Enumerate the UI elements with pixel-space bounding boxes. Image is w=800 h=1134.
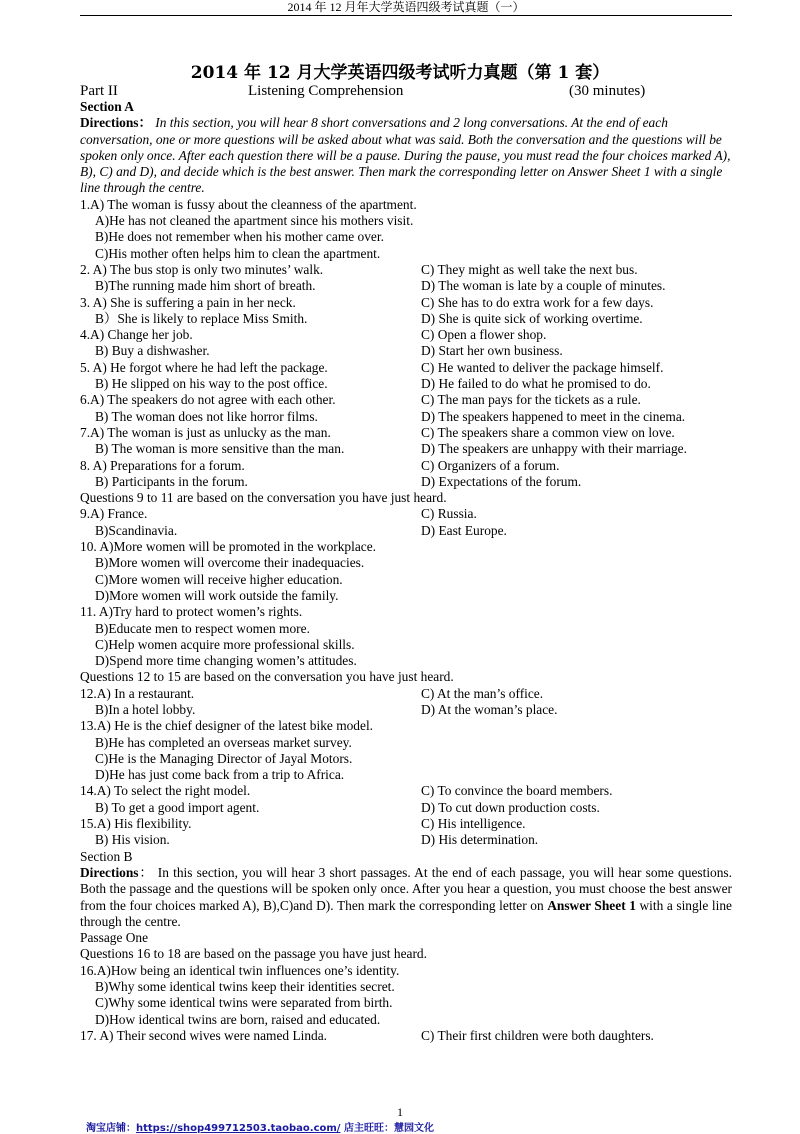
- question-line: [80, 555, 732, 571]
- choice-left: B)He does not remember when his mother came over.: [95, 229, 384, 245]
- question-line: [80, 409, 732, 425]
- question-line: [80, 572, 732, 588]
- part-time: (30 minutes): [569, 83, 646, 99]
- question-line: [80, 1028, 732, 1044]
- choice-left: 4.A) Change her job.: [80, 327, 193, 343]
- question-line: [80, 653, 732, 669]
- choice-right: C) At the man’s office.: [421, 685, 544, 701]
- choice-right: D) Expectations of the forum.: [421, 473, 582, 489]
- choice-left: B) His vision.: [95, 832, 170, 848]
- choice-left: A)He has not cleaned the apartment since his mothers visit.: [95, 213, 414, 229]
- choice-right: C) Open a flower shop.: [421, 327, 547, 343]
- choice-left: B)Scandinavia.: [95, 522, 178, 538]
- choice-left: 17. A) Their second wives were named Linda.: [80, 1027, 328, 1043]
- choice-left: C)He is the Managing Director of Jayal Motors.: [95, 750, 353, 766]
- question-line: [80, 1012, 732, 1028]
- question-line: [80, 458, 732, 474]
- choice-left: Questions 16 to 18 are based on the passage you have just heard.: [80, 946, 427, 962]
- choice-left: B)The running made him short of breath.: [95, 278, 316, 294]
- choice-right: C) Organizers of a forum.: [421, 457, 560, 473]
- question-line: [80, 995, 732, 1011]
- question-line: [80, 523, 732, 539]
- question-line: [80, 702, 732, 718]
- choice-right: C) They might as well take the next bus.: [421, 261, 638, 277]
- choice-left: C)His mother often helps him to clean the apartment.: [95, 245, 381, 261]
- question-line: [80, 930, 732, 946]
- question-line: [80, 832, 732, 848]
- choice-left: 1.A) The woman is fussy about the cleanness of the apartment.: [80, 196, 417, 212]
- question-line: [80, 718, 732, 734]
- choice-right: D) His determination.: [421, 832, 539, 848]
- choice-left: 10. A)More women will be promoted in the workplace.: [80, 539, 377, 555]
- question-line: [80, 229, 732, 245]
- choice-right: D) She is quite sick of working overtime.: [421, 310, 643, 326]
- question-line: [80, 311, 732, 327]
- choice-right: D) At the woman’s place.: [421, 701, 558, 717]
- directions-text: In this section, you will hear 8 short conversations and 2 long conversations. At the end of each conversation, one or more questions will be asked about what was said. Both the conversation and the questions will be spoken only once. After each question there will be a pause. During the pause, you must read the four choices marked A), B), C) and D), and decide which is the best answer. Then mark the corresponding letter on Answer Sheet 1 with a single line through the centre.: [80, 115, 731, 196]
- choice-left: 6.A) The speakers do not agree with each other.: [80, 392, 336, 408]
- running-header: [80, 0, 732, 16]
- choice-left: Questions 9 to 11 are based on the conversation you have just heard.: [80, 490, 447, 506]
- choice-right: C) To convince the board members.: [421, 783, 613, 799]
- choice-left: D)More women will work outside the family.: [95, 587, 339, 603]
- question-line: [80, 360, 732, 376]
- choice-left: D)He has just come back from a trip to Africa.: [95, 767, 345, 783]
- shop-link[interactable]: https://shop499712503.taobao.com/: [136, 1123, 341, 1134]
- section-b-heading: Section B: [80, 848, 133, 864]
- question-line: [80, 392, 732, 408]
- question-line: [80, 343, 732, 359]
- choice-right: C) She has to do extra work for a few days.: [421, 294, 654, 310]
- choice-left: B) Participants in the forum.: [95, 473, 248, 489]
- directions-text: ： In this section, you will hear 3 short passages. At the end of each passage, you will hear some questions. Both the passage and the questions will be spoken only once. After you hear a question, you must choose the best answer from the four choices marked A), B),C)and D). Then mark the corresponding letter on: [80, 864, 732, 913]
- part-name: Listening Comprehension: [248, 83, 404, 99]
- section-b-directions: [80, 865, 732, 930]
- choice-right: C) His intelligence.: [421, 816, 526, 832]
- choice-right: D) He failed to do what he promised to do.: [421, 376, 651, 392]
- choice-left: B)He has completed an overseas market survey.: [95, 734, 352, 750]
- choice-left: 9.A) France.: [80, 506, 148, 522]
- question-line: [80, 246, 732, 262]
- question-line: [80, 539, 732, 555]
- choice-left: B)Educate men to respect women more.: [95, 620, 310, 636]
- question-line: [80, 735, 732, 751]
- choice-right: D) Start her own business.: [421, 343, 563, 359]
- choice-left: 2. A) The bus stop is only two minutes’ walk.: [80, 261, 324, 277]
- question-line: [80, 474, 732, 490]
- question-line: [80, 327, 732, 343]
- directions-label: Directions: [80, 864, 139, 880]
- directions-text-end: with a single line through the centre.: [80, 897, 732, 929]
- choice-left: B)More women will overcome their inadequacies.: [95, 555, 365, 571]
- section-a-heading: Section A: [80, 99, 134, 114]
- question-line: [80, 490, 732, 506]
- question-line: [80, 197, 732, 213]
- footer: [86, 1119, 434, 1134]
- question-line: [80, 604, 732, 620]
- question-line: [80, 816, 732, 832]
- choice-left: D)Spend more time changing women’s attitudes.: [95, 653, 357, 669]
- part-label: Part II: [80, 83, 118, 99]
- question-line: [80, 686, 732, 702]
- choice-left: B) The woman does not like horror films.: [95, 408, 318, 424]
- choice-left: B) To get a good import agent.: [95, 799, 260, 815]
- choice-right: D) The speakers happened to meet in the cinema.: [421, 408, 686, 424]
- question-line: [80, 278, 732, 294]
- choice-left: Questions 12 to 15 are based on the conversation you have just heard.: [80, 669, 454, 685]
- question-list-2: [80, 930, 732, 1044]
- choice-left: B) He slipped on his way to the post office.: [95, 376, 328, 392]
- choice-left: 7.A) The woman is just as unlucky as the man.: [80, 424, 331, 440]
- question-line: [80, 751, 732, 767]
- question-line: [80, 963, 732, 979]
- question-line: [80, 213, 732, 229]
- question-line: [80, 262, 732, 278]
- question-line: [80, 979, 732, 995]
- choice-left: B)Why some identical twins keep their identities secret.: [95, 979, 395, 995]
- part-line: [80, 82, 732, 100]
- choice-left: 15.A) His flexibility.: [80, 816, 192, 832]
- question-line: [80, 800, 732, 816]
- choice-left: C)More women will receive higher education.: [95, 571, 343, 587]
- choice-left: B) The woman is more sensitive than the man.: [95, 441, 345, 457]
- choice-left: Passage One: [80, 930, 149, 946]
- answer-sheet-label: Answer Sheet 1: [547, 897, 636, 913]
- choice-left: 13.A) He is the chief designer of the latest bike model.: [80, 718, 374, 734]
- question-line: [80, 669, 732, 685]
- choice-left: C)Help women acquire more professional skills.: [95, 636, 355, 652]
- question-line: [80, 588, 732, 604]
- question-line: [80, 783, 732, 799]
- exam-body: [80, 99, 732, 1044]
- choice-right: D) East Europe.: [421, 522, 507, 538]
- footer-rest: 店主旺旺：慧园文化: [340, 1123, 434, 1134]
- question-line: [80, 946, 732, 962]
- choice-left: 11. A)Try hard to protect women’s rights.: [80, 604, 303, 620]
- header-text: 2014 年 12 月年大学英语四级考试真题（一）: [287, 0, 525, 14]
- page-number: 1: [397, 1105, 403, 1119]
- question-line: [80, 506, 732, 522]
- choice-right: D) The speakers are unhappy with their marriage.: [421, 441, 687, 457]
- choice-left: 3. A) She is suffering a pain in her neck.: [80, 294, 296, 310]
- choice-left: 14.A) To select the right model.: [80, 783, 251, 799]
- question-line: [80, 376, 732, 392]
- choice-left: 12.A) In a restaurant.: [80, 685, 195, 701]
- choice-left: C)Why some identical twins were separated from birth.: [95, 995, 393, 1011]
- choice-right: C) He wanted to deliver the package himself.: [421, 359, 664, 375]
- choice-left: 8. A) Preparations for a forum.: [80, 457, 245, 473]
- choice-right: C) Their first children were both daughters.: [421, 1027, 654, 1043]
- question-line: [80, 621, 732, 637]
- question-line: [80, 295, 732, 311]
- choice-right: C) The speakers share a common view on love.: [421, 424, 675, 440]
- question-list: [80, 197, 732, 849]
- choice-left: B）She is likely to replace Miss Smith.: [95, 310, 308, 326]
- directions-label: Directions：: [80, 115, 152, 131]
- choice-right: D) To cut down production costs.: [421, 799, 600, 815]
- question-line: [80, 425, 732, 441]
- choice-right: C) Russia.: [421, 506, 477, 522]
- page-title: 2014 年 12 月大学英语四级考试听力真题（第 1 套）: [190, 63, 610, 83]
- choice-left: D)How identical twins are born, raised and educated.: [95, 1011, 381, 1027]
- choice-left: B)In a hotel lobby.: [95, 701, 196, 717]
- question-line: [80, 637, 732, 653]
- choice-left: B) Buy a dishwasher.: [95, 343, 210, 359]
- question-line: [80, 767, 732, 783]
- choice-right: C) The man pays for the tickets as a rule.: [421, 392, 641, 408]
- question-line: [80, 441, 732, 457]
- section-a-directions: [80, 115, 732, 196]
- choice-left: 16.A)How being an identical twin influences one’s identity.: [80, 962, 400, 978]
- choice-right: D) The woman is late by a couple of minutes.: [421, 278, 666, 294]
- choice-left: 5. A) He forgot where he had left the package.: [80, 359, 328, 375]
- footer-label: 淘宝店铺：: [86, 1123, 136, 1134]
